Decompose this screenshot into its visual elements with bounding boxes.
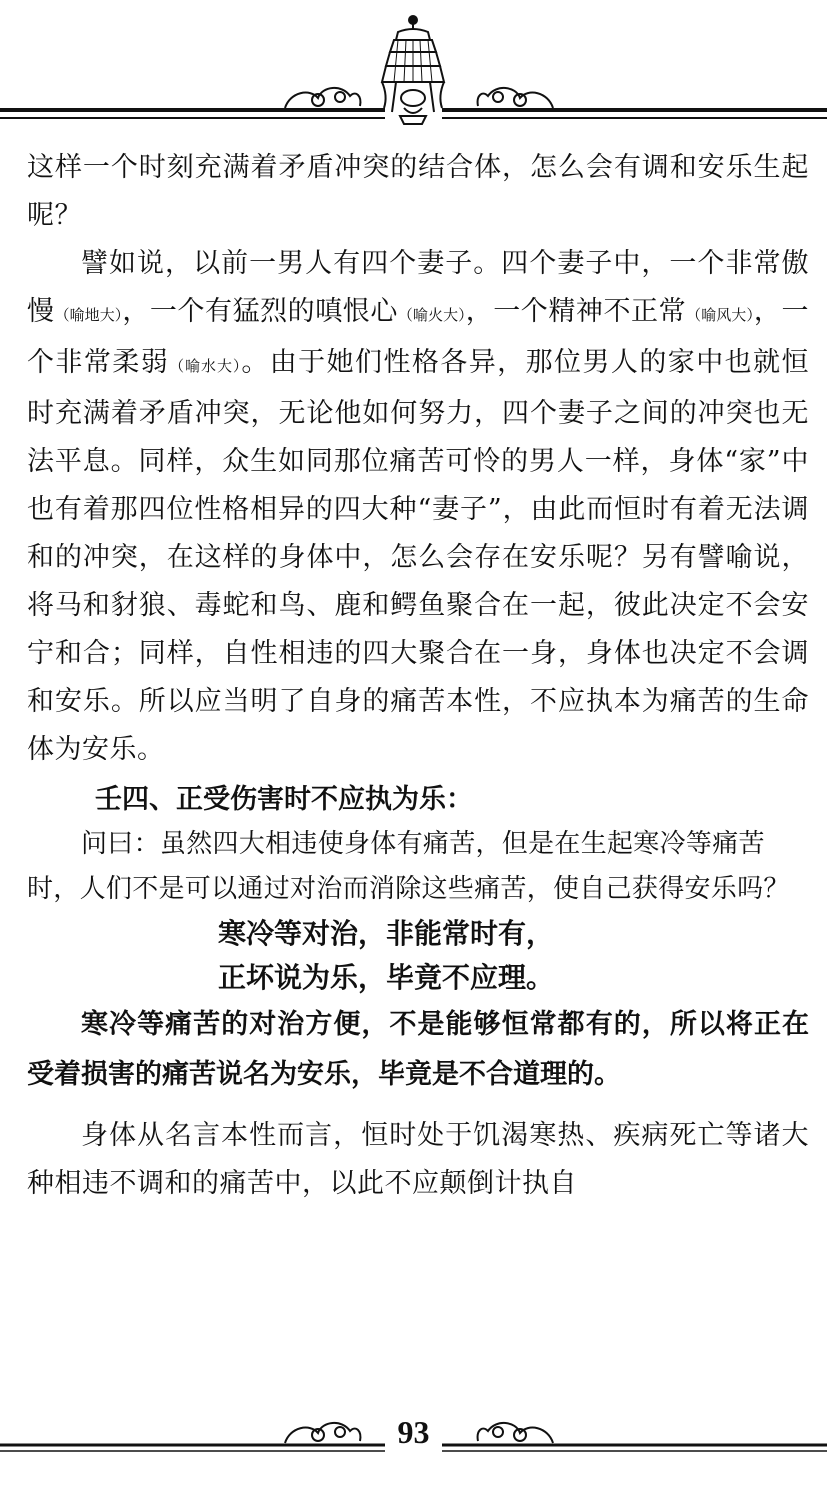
- cloud-scroll-right-icon: [478, 88, 553, 108]
- paragraph-2: [27, 240, 809, 774]
- verse-line-2: 正坏说为乐，毕竟不应理。: [218, 961, 555, 994]
- page-header-ornament: [0, 0, 827, 135]
- cloud-scroll-left-icon: [285, 88, 360, 108]
- header-rule-with-banner: [0, 0, 827, 135]
- paragraph-2-text-a: 譬如说，以前一男人有四个妻子。四个妻子中，一个非常傲慢: [27, 248, 809, 327]
- page-number: 93: [397, 1414, 430, 1450]
- paragraph-2-text-b: ，一个有猛烈的嗔恨心: [122, 296, 398, 327]
- note-wind: （喻风大）: [686, 306, 754, 324]
- note-fire: （喻火大）: [397, 306, 466, 324]
- commentary-paragraph: 寒冷等痛苦的对治方便，不是能够恒常都有的，所以将正在受着损害的痛苦说名为安乐，毕竟是不合道理的。: [27, 1009, 809, 1090]
- spacer: [27, 1100, 809, 1112]
- last-paragraph: 身体从名言本性而言，恒时处于饥渴寒热、疾病死亡等诸大种相违不调和的痛苦中，以此不应颠倒计执自: [27, 1120, 809, 1199]
- page-body: [27, 144, 809, 1208]
- paragraph-2-text-c: ，一个精神不正常: [465, 296, 687, 327]
- question-paragraph: 问曰：虽然四大相违使身体有痛苦，但是在生起寒冷等痛苦时，人们不是可以通过对治而消除这些痛苦，使自己获得安乐吗？: [27, 829, 790, 904]
- section-heading: 壬四、正受伤害时不应执为乐：: [95, 784, 473, 815]
- victory-banner-icon: [382, 16, 444, 124]
- paragraph-2-text-d: ，一个非常柔弱: [27, 296, 809, 378]
- paragraph-2-text-e: 。由于她们性格各异，那位男人的家中也就恒时充满着矛盾冲突，无论他如何努力，四个妻子之间的冲突也无法平息。同样，众生如同那位痛苦可怜的男人一样，身体“家”中也有着那四位性格相异的四大种“妻子”，由此而恒时有着无法调和的冲突，在这样的身体中，怎么会存在安乐呢？另有譬喻说，将马和豺狼、毒蛇和鸟、鹿和鳄鱼聚合在一起，彼此决定不会安宁和合；同样，自性相违的四大聚合在一身，身体也决定不会调和安乐。所以应当明了自身的痛苦本性，不应执本为痛苦的生命体为安乐。: [27, 347, 809, 765]
- note-water: （喻水大）: [169, 357, 242, 375]
- note-earth: （喻地大）: [54, 306, 123, 324]
- verse-line-1: 寒冷等对治，非能常时有，: [218, 917, 555, 950]
- paragraph-1: 这样一个时刻充满着矛盾冲突的结合体，怎么会有调和安乐生起呢？: [27, 152, 809, 231]
